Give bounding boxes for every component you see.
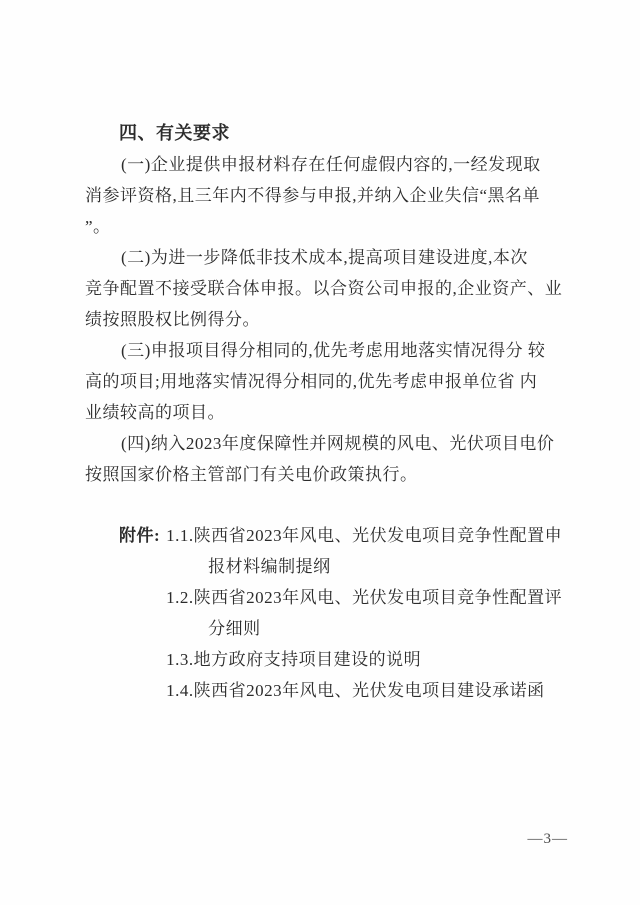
section-heading: 四、有关要求	[119, 123, 230, 143]
document-content	[85, 118, 563, 706]
attachments-label: 附件:	[119, 526, 161, 545]
paragraph-line: (一)企业提供申报材料存在任何虚假内容的,一经发现取	[121, 155, 541, 174]
paragraph-line: (三)申报项目得分相同的,优先考虑用地落实情况得分 较	[121, 341, 546, 360]
attachment-line: 报材料编制提纲	[208, 557, 331, 576]
paragraph-line: 高的项目;用地落实情况得分相同的,优先考虑申报单位省 内	[85, 372, 538, 391]
paragraph-line: 业绩较高的项目。	[85, 403, 225, 422]
attachments-list	[160, 520, 562, 706]
paragraph-2	[85, 242, 563, 335]
paragraph-4	[85, 428, 557, 490]
attachment-item-1-1	[166, 520, 562, 582]
attachment-line: 分细则	[208, 619, 261, 638]
attachment-line: 1.4.陕西省2023年风电、光伏发电项目建设承诺函	[166, 681, 545, 700]
page-number: —3—	[527, 831, 568, 847]
paragraph-3	[85, 335, 557, 428]
attachment-line: 1.2.陕西省2023年风电、光伏发电项目竞争性配置评	[166, 588, 563, 607]
paragraph-line: 绩按照股权比例得分。	[85, 310, 260, 329]
attachment-line: 1.3.地方政府支持项目建设的说明	[166, 650, 422, 669]
paragraph-line: (四)纳入2023年度保障性并网规模的风电、光伏项目电价	[121, 434, 555, 453]
paragraph-1	[85, 149, 557, 242]
attachment-item-1-2	[166, 582, 562, 644]
paragraph-line: ”。	[85, 217, 111, 236]
paragraph-line: 消参评资格,且三年内不得参与申报,并纳入企业失信“黑名单	[85, 186, 541, 205]
attachments-section	[85, 520, 563, 706]
paragraph-line: (二)为进一步降低非技术成本,提高项目建设进度,本次	[121, 248, 528, 267]
attachment-item-1-4	[166, 675, 562, 706]
attachment-line: 1.1.陕西省2023年风电、光伏发电项目竞争性配置申	[166, 526, 563, 545]
paragraph-line: 竞争配置不接受联合体申报。以合资公司申报的,企业资产、业	[85, 279, 563, 298]
attachment-item-1-3	[166, 644, 562, 675]
paragraph-line: 按照国家价格主管部门有关电价政策执行。	[85, 465, 418, 484]
